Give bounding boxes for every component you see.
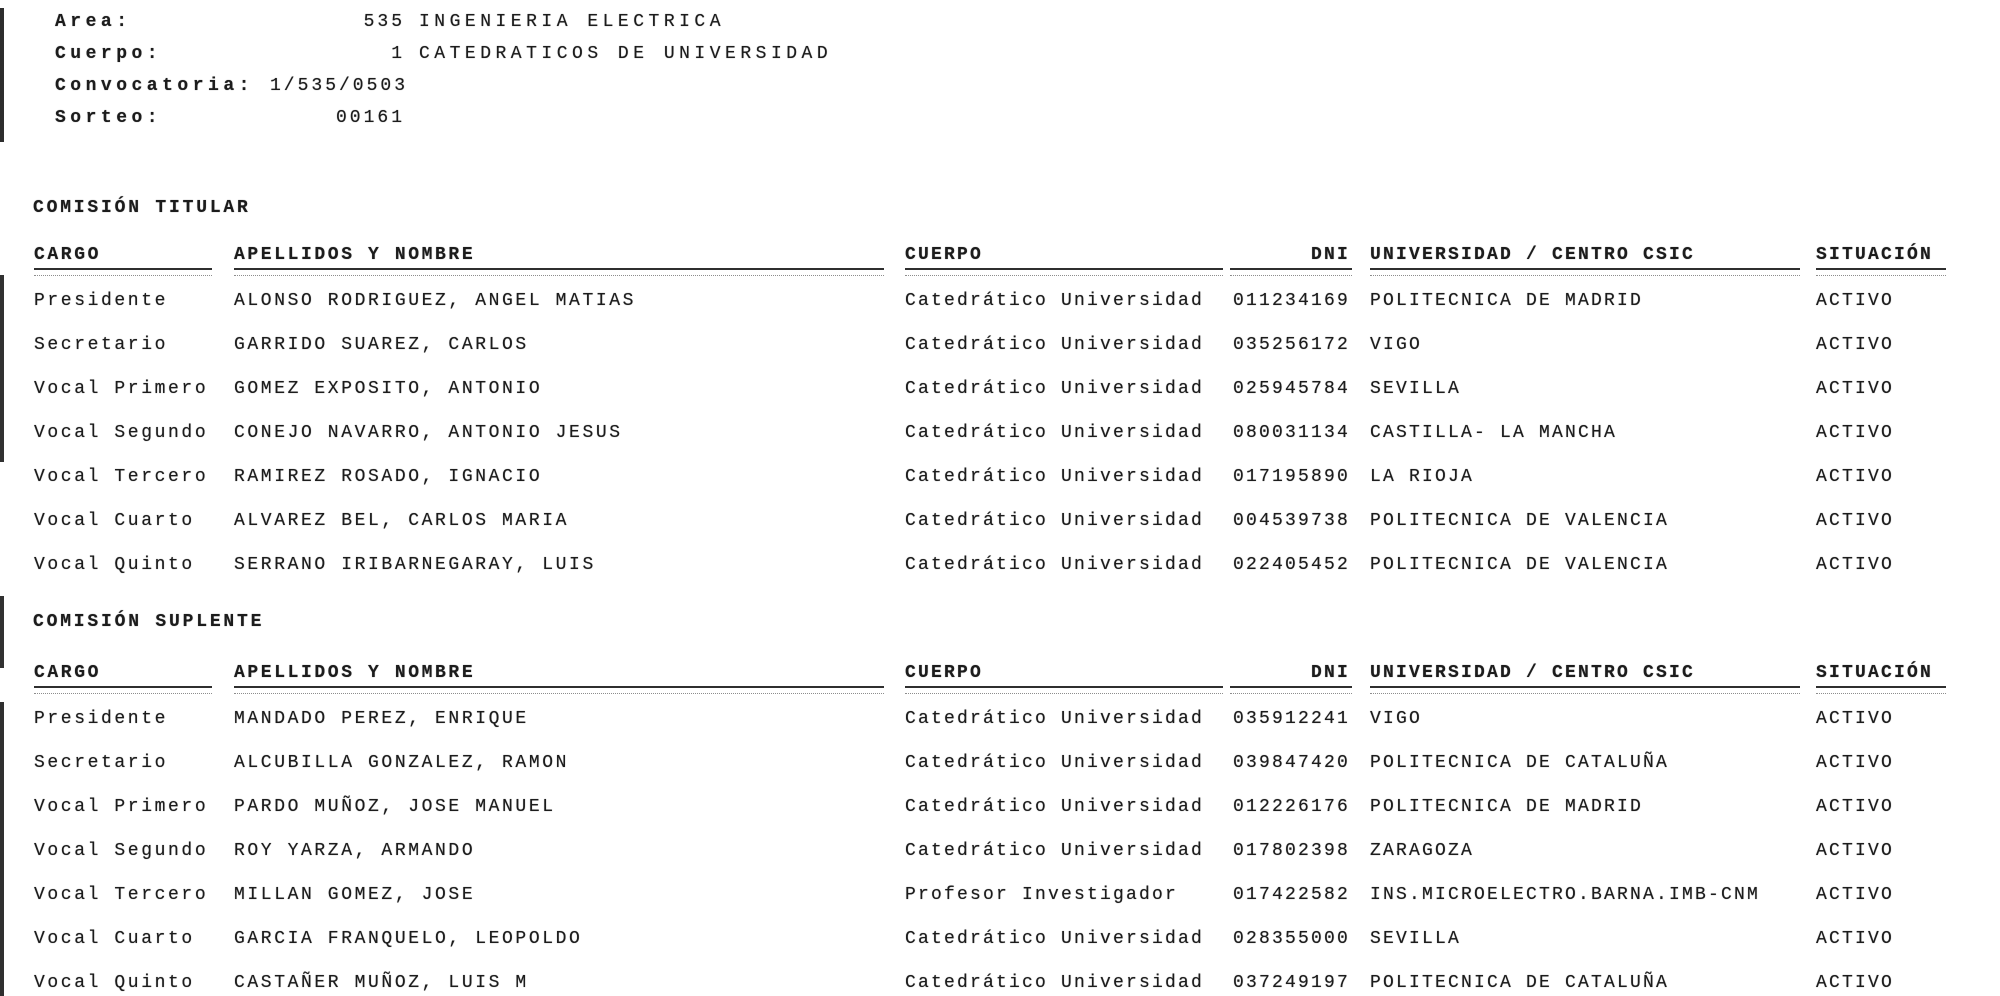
field-value: 535 bbox=[363, 12, 405, 32]
cell-cuerpo: Catedrático Universidad bbox=[905, 841, 1205, 861]
cell-cargo: Vocal Tercero bbox=[34, 467, 209, 487]
table-row bbox=[34, 418, 1990, 462]
cell-dni: 037249197 bbox=[1232, 973, 1350, 993]
cell-situacion: ACTIVO bbox=[1816, 885, 1895, 905]
section-title-suplente: COMISIÓN SUPLENTE bbox=[33, 612, 265, 632]
header-field-row bbox=[55, 108, 832, 140]
col-header-label: SITUACIÓN bbox=[1816, 245, 1934, 265]
cell-situacion: ACTIVO bbox=[1816, 423, 1895, 443]
cell-situacion: ACTIVO bbox=[1816, 467, 1895, 487]
commission-table-suplente bbox=[34, 658, 1990, 996]
col-header-apellidos-y-nombre bbox=[234, 658, 905, 704]
table-row bbox=[34, 704, 1990, 748]
cell-dni: 035912241 bbox=[1232, 709, 1350, 729]
cell-apellidos-y-nombre: ROY YARZA, ARMANDO bbox=[234, 841, 476, 861]
cell-cuerpo: Catedrático Universidad bbox=[905, 555, 1205, 575]
col-header-situacion bbox=[1800, 240, 1990, 286]
cell-universidad-centro-csic: POLITECNICA DE MADRID bbox=[1370, 797, 1644, 817]
cell-universidad-centro-csic: LA RIOJA bbox=[1370, 467, 1475, 487]
cell-situacion: ACTIVO bbox=[1816, 929, 1895, 949]
cell-situacion: ACTIVO bbox=[1816, 511, 1895, 531]
cell-situacion: ACTIVO bbox=[1816, 973, 1895, 993]
cell-situacion: ACTIVO bbox=[1816, 291, 1895, 311]
cell-universidad-centro-csic: SEVILLA bbox=[1370, 379, 1462, 399]
cell-situacion: ACTIVO bbox=[1816, 797, 1895, 817]
header-field-row bbox=[55, 44, 832, 76]
cell-apellidos-y-nombre: ALONSO RODRIGUEZ, ANGEL MATIAS bbox=[234, 291, 637, 311]
table-head bbox=[34, 658, 1990, 704]
table-row bbox=[34, 924, 1990, 968]
document-header bbox=[55, 12, 832, 140]
cell-apellidos-y-nombre: RAMIREZ ROSADO, IGNACIO bbox=[234, 467, 543, 487]
cell-dni: 022405452 bbox=[1232, 555, 1350, 575]
header-underline bbox=[1230, 268, 1352, 276]
col-header-dni bbox=[1230, 240, 1352, 286]
header-underline bbox=[234, 268, 884, 276]
cell-dni: 039847420 bbox=[1232, 753, 1350, 773]
cell-dni: 017422582 bbox=[1232, 885, 1350, 905]
col-header-apellidos-y-nombre bbox=[234, 240, 905, 286]
cell-cuerpo: Profesor Investigador bbox=[905, 885, 1179, 905]
field-description: CATEDRATICOS DE UNIVERSIDAD bbox=[419, 44, 833, 64]
table-row bbox=[34, 792, 1990, 836]
col-header-cuerpo bbox=[905, 240, 1230, 286]
col-header-universidad-centro-csic bbox=[1352, 658, 1800, 704]
cell-dni: 011234169 bbox=[1232, 291, 1350, 311]
cell-apellidos-y-nombre: GARCIA FRANQUELO, LEOPOLDO bbox=[234, 929, 583, 949]
table-row bbox=[34, 880, 1990, 924]
cell-dni: 017195890 bbox=[1232, 467, 1350, 487]
table-body bbox=[34, 286, 1990, 594]
col-header-label: UNIVERSIDAD / CENTRO CSIC bbox=[1370, 663, 1696, 683]
col-header-label: CUERPO bbox=[905, 663, 984, 683]
cell-cuerpo: Catedrático Universidad bbox=[905, 753, 1205, 773]
cell-cargo: Vocal Quinto bbox=[34, 555, 195, 575]
field-label: Sorteo: bbox=[55, 108, 163, 128]
col-header-label: CARGO bbox=[34, 663, 102, 683]
cell-cargo: Vocal Tercero bbox=[34, 885, 209, 905]
table-body bbox=[34, 704, 1990, 996]
cell-cargo: Vocal Cuarto bbox=[34, 511, 195, 531]
header-underline bbox=[34, 686, 212, 694]
cell-cargo: Vocal Cuarto bbox=[34, 929, 195, 949]
cell-cuerpo: Catedrático Universidad bbox=[905, 291, 1205, 311]
cell-apellidos-y-nombre: CONEJO NAVARRO, ANTONIO JESUS bbox=[234, 423, 623, 443]
cell-universidad-centro-csic: POLITECNICA DE VALENCIA bbox=[1370, 511, 1670, 531]
col-header-label: SITUACIÓN bbox=[1816, 663, 1934, 683]
field-label: Area: bbox=[55, 12, 132, 32]
field-label: Cuerpo: bbox=[55, 44, 163, 64]
field-value: 1/535/0503 bbox=[270, 76, 409, 96]
cell-cargo: Vocal Segundo bbox=[34, 423, 209, 443]
cell-dni: 035256172 bbox=[1232, 335, 1350, 355]
table-row bbox=[34, 506, 1990, 550]
col-header-label: DNI bbox=[1310, 663, 1350, 683]
scan-artifact-edge bbox=[0, 0, 4, 996]
cell-apellidos-y-nombre: GARRIDO SUAREZ, CARLOS bbox=[234, 335, 529, 355]
col-header-label: DNI bbox=[1310, 245, 1350, 265]
cell-apellidos-y-nombre: SERRANO IRIBARNEGARAY, LUIS bbox=[234, 555, 596, 575]
section-title-titular: COMISIÓN TITULAR bbox=[33, 198, 251, 218]
cell-apellidos-y-nombre: MILLAN GOMEZ, JOSE bbox=[234, 885, 476, 905]
cell-cuerpo: Catedrático Universidad bbox=[905, 467, 1205, 487]
table-row bbox=[34, 968, 1990, 996]
cell-cargo: Presidente bbox=[34, 291, 169, 311]
cell-dni: 080031134 bbox=[1232, 423, 1350, 443]
commission-table-titular bbox=[34, 240, 1990, 594]
header-underline bbox=[1816, 268, 1946, 276]
header-underline bbox=[1370, 268, 1800, 276]
cell-cargo: Vocal Primero bbox=[34, 379, 209, 399]
col-header-label: APELLIDOS Y NOMBRE bbox=[234, 663, 476, 683]
header-underline bbox=[34, 268, 212, 276]
col-header-cargo bbox=[34, 240, 234, 286]
cell-cargo: Presidente bbox=[34, 709, 169, 729]
cell-situacion: ACTIVO bbox=[1816, 335, 1895, 355]
cell-apellidos-y-nombre: ALCUBILLA GONZALEZ, RAMON bbox=[234, 753, 570, 773]
cell-dni: 028355000 bbox=[1232, 929, 1350, 949]
cell-apellidos-y-nombre: ALVAREZ BEL, CARLOS MARIA bbox=[234, 511, 570, 531]
field-description: INGENIERIA ELECTRICA bbox=[419, 12, 726, 32]
header-underline bbox=[1230, 686, 1352, 694]
cell-universidad-centro-csic: POLITECNICA DE CATALUÑA bbox=[1370, 973, 1670, 993]
cell-universidad-centro-csic: VIGO bbox=[1370, 335, 1423, 355]
cell-universidad-centro-csic: VIGO bbox=[1370, 709, 1423, 729]
header-underline bbox=[234, 686, 884, 694]
cell-dni: 004539738 bbox=[1232, 511, 1350, 531]
cell-dni: 025945784 bbox=[1232, 379, 1350, 399]
table-row bbox=[34, 550, 1990, 594]
cell-cuerpo: Catedrático Universidad bbox=[905, 379, 1205, 399]
header-underline bbox=[1370, 686, 1800, 694]
cell-cargo: Vocal Segundo bbox=[34, 841, 209, 861]
col-header-cuerpo bbox=[905, 658, 1230, 704]
col-header-cargo bbox=[34, 658, 234, 704]
cell-cuerpo: Catedrático Universidad bbox=[905, 797, 1205, 817]
cell-cuerpo: Catedrático Universidad bbox=[905, 929, 1205, 949]
cell-universidad-centro-csic: CASTILLA- LA MANCHA bbox=[1370, 423, 1618, 443]
cell-cargo: Secretario bbox=[34, 753, 169, 773]
col-header-label: UNIVERSIDAD / CENTRO CSIC bbox=[1370, 245, 1696, 265]
col-header-label: APELLIDOS Y NOMBRE bbox=[234, 245, 476, 265]
cell-cargo: Vocal Primero bbox=[34, 797, 209, 817]
table-row bbox=[34, 462, 1990, 506]
table-row bbox=[34, 836, 1990, 880]
cell-apellidos-y-nombre: PARDO MUÑOZ, JOSE MANUEL bbox=[234, 797, 556, 817]
header-field-row bbox=[55, 76, 832, 108]
col-header-label: CUERPO bbox=[905, 245, 984, 265]
cell-cuerpo: Catedrático Universidad bbox=[905, 423, 1205, 443]
cell-situacion: ACTIVO bbox=[1816, 841, 1895, 861]
col-header-universidad-centro-csic bbox=[1352, 240, 1800, 286]
cell-cuerpo: Catedrático Universidad bbox=[905, 335, 1205, 355]
cell-cuerpo: Catedrático Universidad bbox=[905, 709, 1205, 729]
cell-situacion: ACTIVO bbox=[1816, 379, 1895, 399]
cell-cuerpo: Catedrático Universidad bbox=[905, 973, 1205, 993]
col-header-label: CARGO bbox=[34, 245, 102, 265]
cell-situacion: ACTIVO bbox=[1816, 753, 1895, 773]
cell-dni: 017802398 bbox=[1232, 841, 1350, 861]
table-header-row bbox=[34, 658, 1990, 704]
header-underline bbox=[905, 686, 1223, 694]
cell-apellidos-y-nombre: GOMEZ EXPOSITO, ANTONIO bbox=[234, 379, 543, 399]
cell-universidad-centro-csic: POLITECNICA DE CATALUÑA bbox=[1370, 753, 1670, 773]
cell-universidad-centro-csic: POLITECNICA DE MADRID bbox=[1370, 291, 1644, 311]
cell-universidad-centro-csic: INS.MICROELECTRO.BARNA.IMB-CNM bbox=[1370, 885, 1761, 905]
field-label: Convocatoria: bbox=[55, 76, 254, 96]
table-header-row bbox=[34, 240, 1990, 286]
cell-dni: 012226176 bbox=[1232, 797, 1350, 817]
table-row bbox=[34, 286, 1990, 330]
cell-universidad-centro-csic: ZARAGOZA bbox=[1370, 841, 1475, 861]
col-header-dni bbox=[1230, 658, 1352, 704]
header-field-row bbox=[55, 12, 832, 44]
cell-cargo: Vocal Quinto bbox=[34, 973, 195, 993]
cell-apellidos-y-nombre: MANDADO PEREZ, ENRIQUE bbox=[234, 709, 529, 729]
cell-universidad-centro-csic: POLITECNICA DE VALENCIA bbox=[1370, 555, 1670, 575]
cell-situacion: ACTIVO bbox=[1816, 555, 1895, 575]
table-row bbox=[34, 330, 1990, 374]
cell-situacion: ACTIVO bbox=[1816, 709, 1895, 729]
cell-cuerpo: Catedrático Universidad bbox=[905, 511, 1205, 531]
table-head bbox=[34, 240, 1990, 286]
cell-universidad-centro-csic: SEVILLA bbox=[1370, 929, 1462, 949]
field-value: 1 bbox=[391, 44, 405, 64]
table-row bbox=[34, 748, 1990, 792]
table-row bbox=[34, 374, 1990, 418]
col-header-situacion bbox=[1800, 658, 1990, 704]
header-underline bbox=[1816, 686, 1946, 694]
header-underline bbox=[905, 268, 1223, 276]
cell-cargo: Secretario bbox=[34, 335, 169, 355]
field-value: 00161 bbox=[335, 108, 405, 128]
cell-apellidos-y-nombre: CASTAÑER MUÑOZ, LUIS M bbox=[234, 973, 529, 993]
